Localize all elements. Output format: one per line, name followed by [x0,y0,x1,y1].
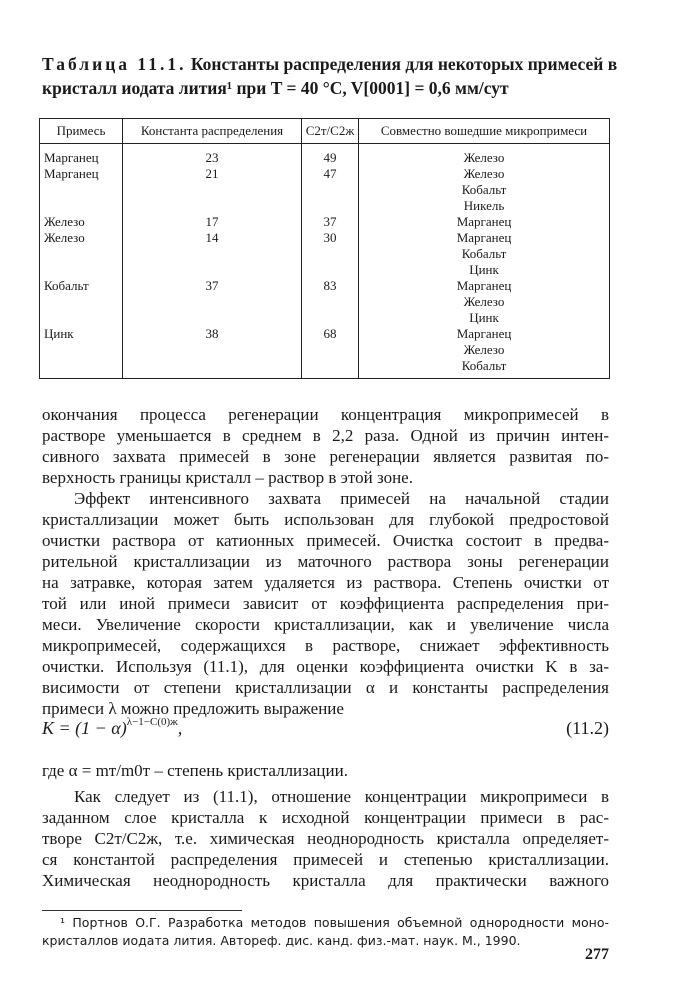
table-row [40,278,610,326]
co-impurity-item: Никель [463,198,505,213]
table-row [40,144,610,167]
co-impurity-item: Марганец [456,214,512,229]
co-impurities-cell [359,166,610,214]
where-line [42,760,609,781]
paragraph-2-line: той или иной примеси зависит от коэффициента распределения при- [42,594,609,613]
ratio-cell: 30 [302,230,359,278]
where-line-text: где α = mт/m0т – степень кристаллизации. [42,761,348,780]
paragraph-2-line: кристаллизации может быть использован для глубокой предростовой [42,510,609,529]
distribution-table [39,118,610,379]
paragraph-1-line: растворе уменьшается в среднем в 2,2 раза. Одной из причин интен- [42,426,609,445]
co-impurities-cell [359,214,610,230]
paragraph-2-line: висимости от степени кристаллизации α и константы распределения [42,678,609,697]
table-row [40,214,610,230]
footnote-line: ¹ Портнов О.Г. Разработка методов повышения объемной однородности моно- [60,915,609,930]
formula-tail: , [177,718,183,738]
table-caption-line2: кристалл иодата лития¹ при T = 40 °C, V[0001] = 0,6 мм/сут [42,78,509,98]
paragraph-2-line: меси. Увеличение скорости кристаллизации, как и увеличение числа [42,615,609,634]
co-impurity-item: Железо [463,150,505,165]
header-co-impurities: Совместно вошедшие микропримеси [359,119,610,144]
co-impurity-item: Железо [463,166,505,181]
constant-cell: 21 [123,166,302,214]
impurity-cell: Марганец [40,166,123,214]
header-impurity: Примесь [40,119,123,144]
header-constant: Константа распределения [123,119,302,144]
paragraph-3 [42,786,609,891]
co-impurity-item: Цинк [469,262,499,277]
paragraph-2-line: очистки раствора от катионных примесей. Очистка состоит в предва- [42,531,609,550]
ratio-cell: 49 [302,144,359,167]
paragraph-2-line: микропримесей, содержащихся в растворе, снижает эффективность [42,636,609,655]
paragraph-3-line: творе C2т/C2ж, т.е. химическая неоднородность кристалла определяет- [42,829,609,848]
formula-11-2 [42,718,609,746]
paragraph-1-line: окончания процесса регенерации концентрация микропримесей в [42,405,609,424]
paragraph-3-line: Химическая неоднородность кристалла для практически важного [42,871,609,890]
co-impurity-item: Кобальт [461,246,507,261]
co-impurities-cell [359,230,610,278]
co-impurities-cell [359,326,610,379]
paragraph-2 [42,488,609,719]
constant-cell: 23 [123,144,302,167]
constant-cell: 38 [123,326,302,379]
paragraph-2-line: рительной кристаллизации из маточного раствора зоны регенерации [42,552,609,571]
co-impurity-item: Кобальт [461,358,507,373]
constant-cell: 37 [123,278,302,326]
formula-exponent: λ−1−C(0)ж [126,716,178,728]
footnote [42,914,609,950]
formula-number: (11.2) [566,718,609,738]
paragraph-2-line: на затравке, которая затем удаляется из раствора. Степень очистки от [42,573,609,592]
ratio-cell: 83 [302,278,359,326]
formula-lhs: K = (1 − α) [42,718,127,738]
paragraph-1-line: верхность границы кристалл – раствор в этой зоне. [42,468,413,487]
header-ratio: C2т/C2ж [302,119,359,144]
co-impurities-cell [359,144,610,167]
co-impurities-cell [359,278,610,326]
paragraph-2-line: Эффект интенсивного захвата примесей на начальной стадии [74,489,609,508]
table-row [40,166,610,214]
co-impurity-item: Марганец [456,326,512,341]
co-impurity-item: Цинк [469,310,499,325]
co-impurity-item: Железо [463,294,505,309]
co-impurity-item: Кобальт [461,182,507,197]
page-number: 277 [585,946,609,963]
impurity-cell: Железо [40,230,123,278]
table-header-row [40,119,610,144]
co-impurity-item: Железо [463,342,505,357]
table-caption [42,52,652,100]
ratio-cell: 37 [302,214,359,230]
co-impurity-item: Марганец [456,230,512,245]
paragraph-3-line: ся константой распределения примесей и степенью кристаллизации. [42,850,609,869]
impurity-cell: Кобальт [40,278,123,326]
table-caption-line1: Константы распределения для некоторых примесей в [190,54,618,74]
table-row [40,230,610,278]
table-caption-label: Таблица 11.1. [42,54,187,74]
footnote-line: кристаллов иодата лития. Автореф. дис. канд. физ.-мат. наук. М., 1990. [42,933,521,948]
paragraph-1-line: сивного захвата примесей в зоне регенерации является развитая по- [42,447,609,466]
table-row [40,326,610,379]
co-impurity-item: Марганец [456,278,512,293]
footnote-divider [42,910,242,911]
impurity-cell: Железо [40,214,123,230]
paragraph-1 [42,404,609,488]
table-body [40,144,610,379]
paragraph-2-line: очистки. Используя (11.1), для оценки коэффициента очистки K в за- [42,657,609,676]
formula-expression [42,718,182,739]
constant-cell: 17 [123,214,302,230]
constant-cell: 14 [123,230,302,278]
ratio-cell: 68 [302,326,359,379]
impurity-cell: Марганец [40,144,123,167]
impurity-cell: Цинк [40,326,123,379]
ratio-cell: 47 [302,166,359,214]
paragraph-3-line: заданном слое кристалла к исходной концентрации примеси в рас- [42,808,609,827]
paragraph-2-line: примеси λ можно предложить выражение [42,699,344,718]
paragraph-3-line: Как следует из (11.1), отношение концентрации микропримеси в [74,787,609,806]
